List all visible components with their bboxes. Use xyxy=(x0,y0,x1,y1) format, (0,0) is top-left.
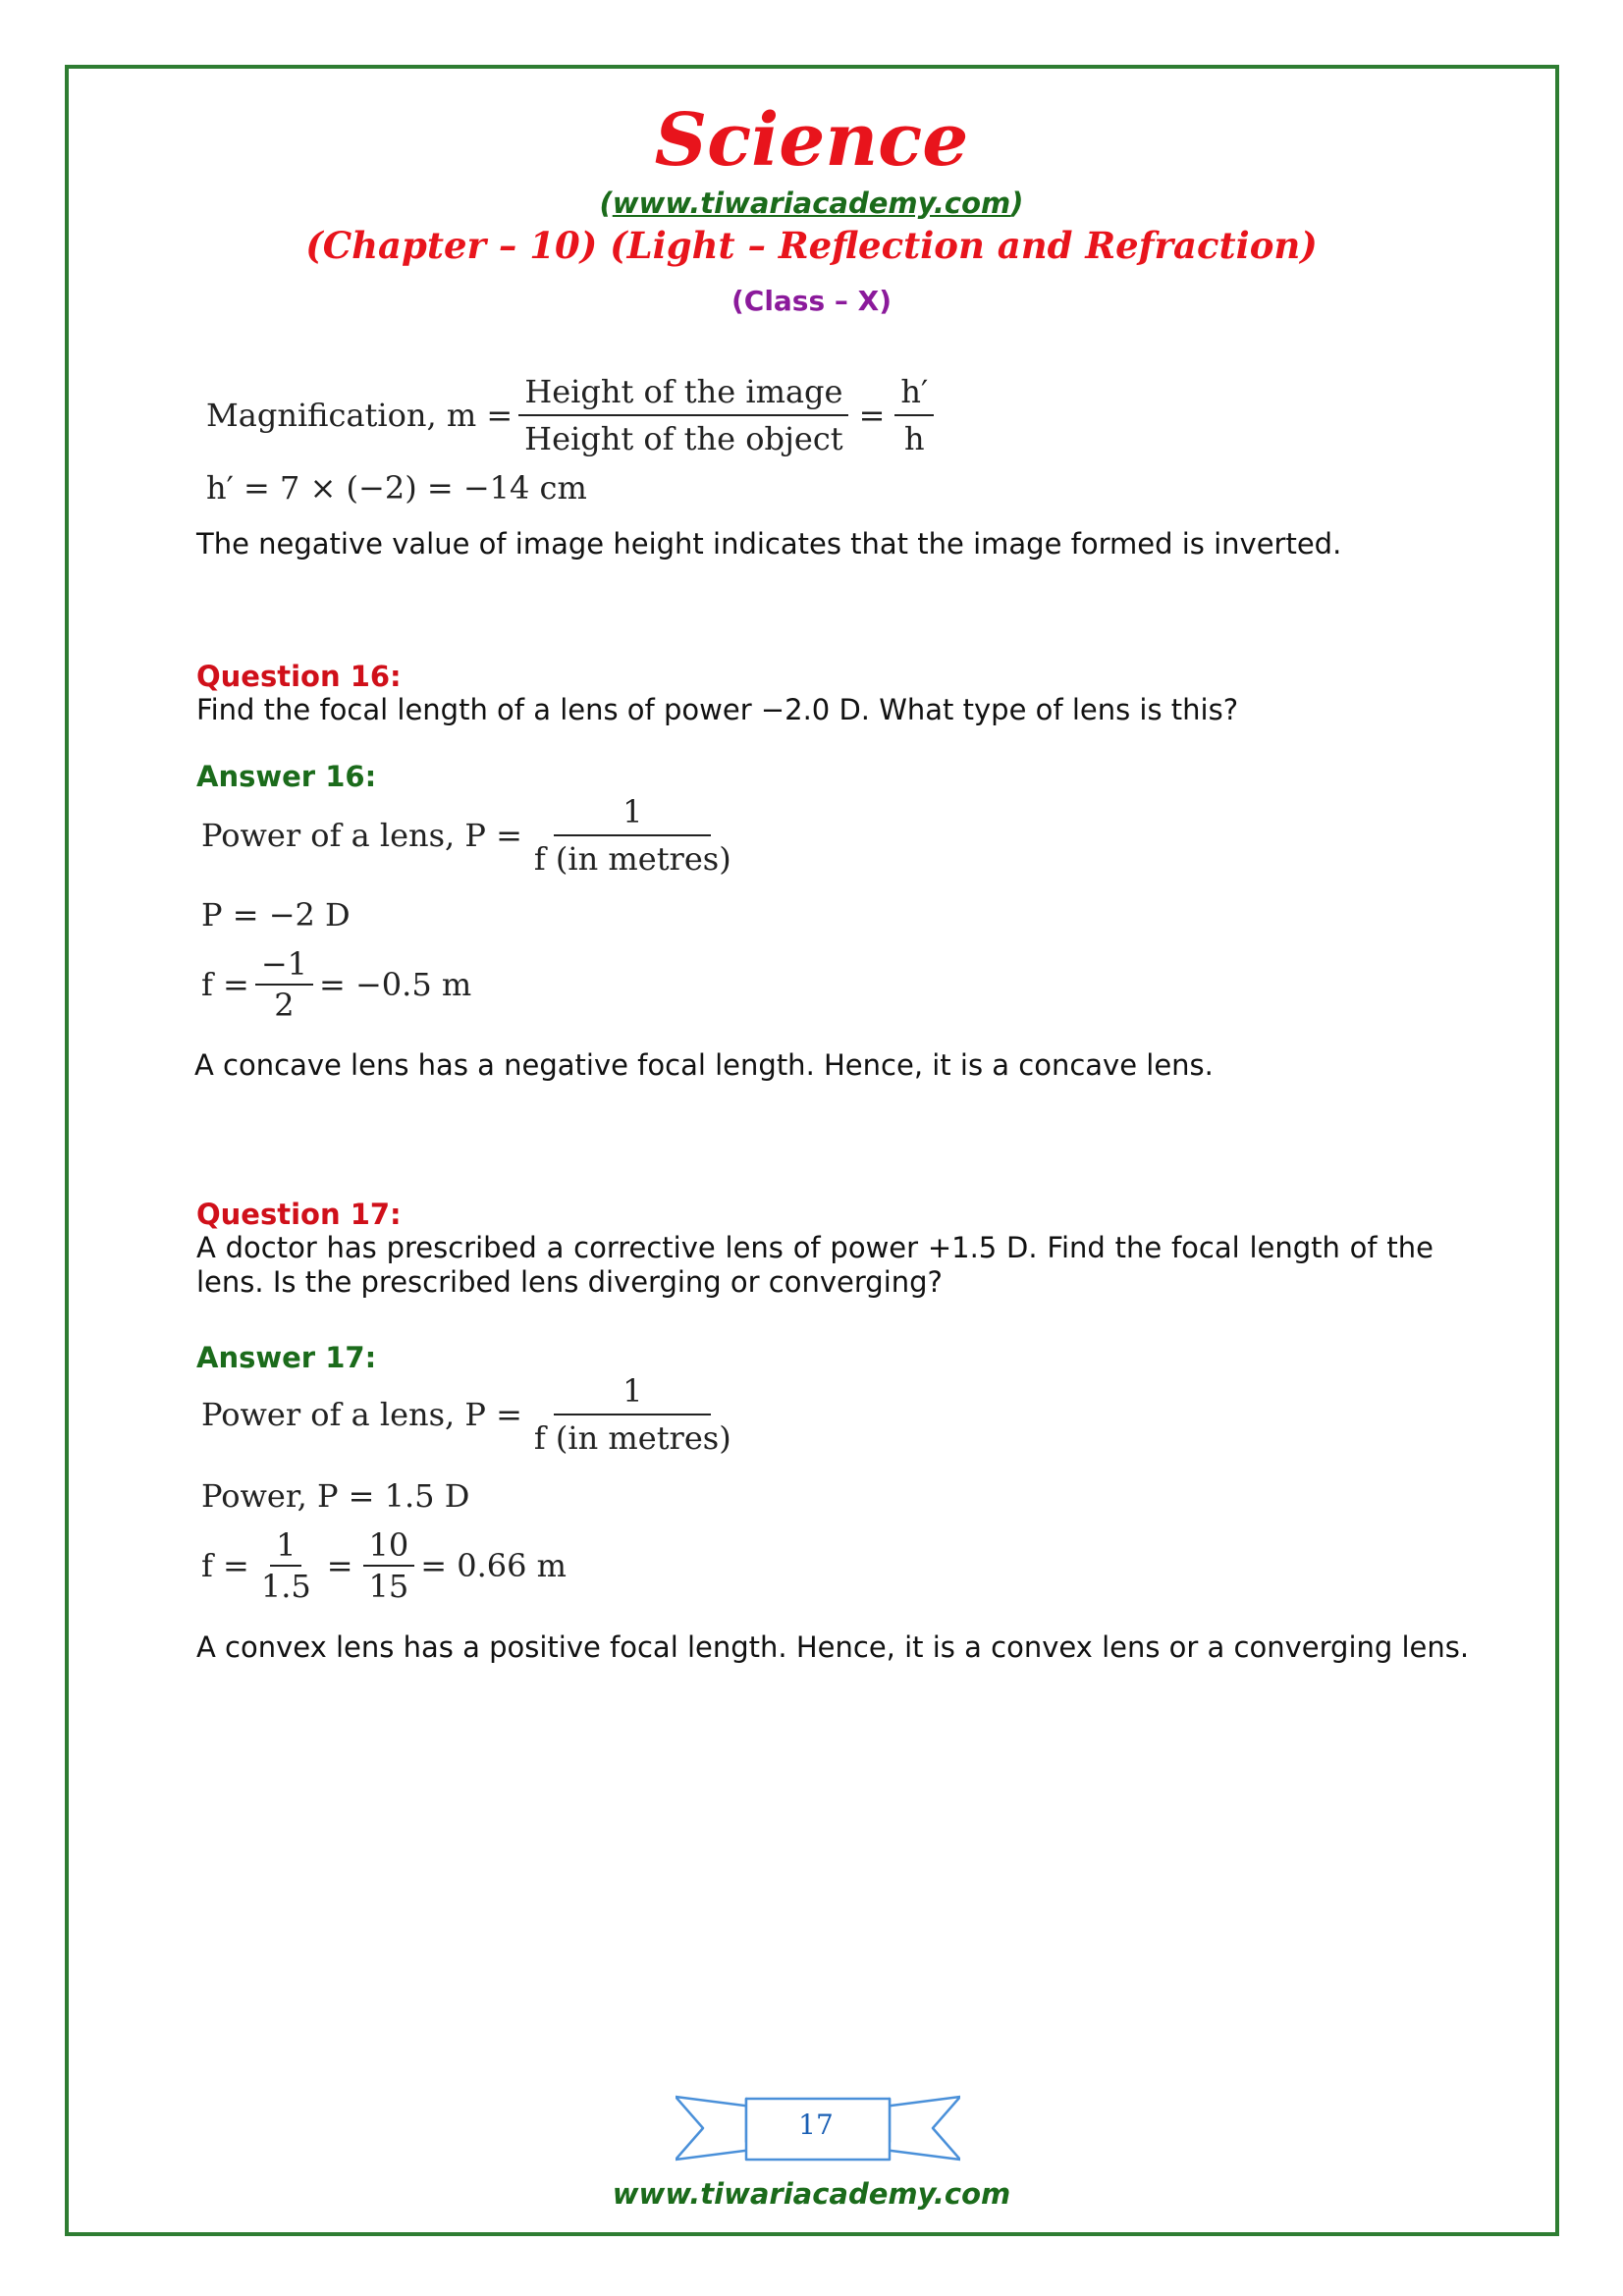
inverted-image-note: The negative value of image height indicates that the image formed is inverted. xyxy=(196,527,1342,561)
question-17-text: A doctor has prescribed a corrective lens of power +1.5 D. Find the focal length of the lens. Is the prescribed lens diverging or converging? xyxy=(196,1231,1434,1299)
fraction-numerator: Height of the image xyxy=(518,373,848,416)
page-number: 17 xyxy=(798,2109,834,2141)
image-height-equation: h′ = 7 × (−2) = −14 cm xyxy=(206,469,587,507)
fraction-numerator: 1 xyxy=(554,793,711,836)
fraction-numerator: −1 xyxy=(255,948,313,986)
conclusion-17: A convex lens has a positive focal length. Hence, it is a convex lens or a converging lens. xyxy=(196,1630,1470,1664)
url-text: www.tiwariacademy.com xyxy=(612,187,1011,220)
fraction-denominator: f (in metres) xyxy=(533,840,731,878)
f-rhs: = −0.5 m xyxy=(319,966,472,1003)
answer-16-label: Answer 16: xyxy=(196,760,377,793)
power-lhs: Power of a lens, P = xyxy=(201,817,522,854)
chapter-heading: (Chapter – 10) (Light – Reflection and Refraction) xyxy=(305,224,1318,267)
answer-17-label: Answer 17: xyxy=(196,1341,377,1374)
fraction-denominator: h xyxy=(904,420,925,457)
power-value-16: P = −2 D xyxy=(201,896,351,934)
magnification-lhs: Magnification, m = xyxy=(206,397,514,434)
fraction-denominator: Height of the object xyxy=(524,420,843,457)
focal-length-equation-17: f = $\frac{1}{1.5}$ = $\frac{10}{15}$ = 0.66 m xyxy=(201,1526,567,1605)
magnification-fraction xyxy=(518,373,848,457)
power-fraction xyxy=(528,793,737,878)
class-heading: (Class – X) xyxy=(730,285,893,317)
h-ratio-fraction xyxy=(894,373,934,457)
f-fraction-1 xyxy=(255,1526,317,1605)
page-title: Science xyxy=(654,98,969,183)
fraction-denominator: 2 xyxy=(274,987,295,1024)
f-rhs: = 0.66 m xyxy=(420,1547,567,1584)
f-lhs: f = xyxy=(201,1547,249,1584)
fraction-numerator: 1 xyxy=(554,1372,711,1415)
power-formula-16 xyxy=(201,793,743,878)
url-close-paren: ) xyxy=(1010,187,1024,220)
fraction-denominator: 15 xyxy=(368,1568,409,1605)
fraction-numerator: h′ xyxy=(894,373,934,416)
fraction-denominator: f (in metres) xyxy=(533,1419,731,1457)
conclusion-16: A concave lens has a negative focal length. Hence, it is a concave lens. xyxy=(194,1048,1214,1082)
power-lhs: Power of a lens, P = xyxy=(201,1396,522,1433)
url-open-paren: ( xyxy=(599,187,613,220)
magnification-equation: Magnification, m = $\frac{\text{Height of the image}}{\text{Height of the object}}$ = $\frac{h'}{h}$ xyxy=(206,373,940,457)
question-17-label: Question 17: xyxy=(196,1198,402,1231)
f-fraction-2 xyxy=(363,1526,415,1605)
footer-website-link[interactable]: www.tiwariacademy.com xyxy=(612,2177,1011,2211)
question-16-text: Find the focal length of a lens of power −2.0 D. What type of lens is this? xyxy=(196,693,1239,726)
f-lhs: f = xyxy=(201,966,249,1003)
power-formula-17 xyxy=(201,1372,743,1457)
fraction-denominator: 1.5 xyxy=(260,1568,311,1605)
f-fraction xyxy=(255,945,313,1024)
header-website-link[interactable] xyxy=(0,187,1623,220)
power-value-17: Power, P = 1.5 D xyxy=(201,1477,470,1515)
fraction-numerator: 10 xyxy=(363,1529,415,1567)
focal-length-equation-16 xyxy=(201,945,472,1024)
question-16-label: Question 16: xyxy=(196,660,402,693)
fraction-numerator: 1 xyxy=(270,1529,301,1567)
power-fraction xyxy=(528,1372,737,1457)
